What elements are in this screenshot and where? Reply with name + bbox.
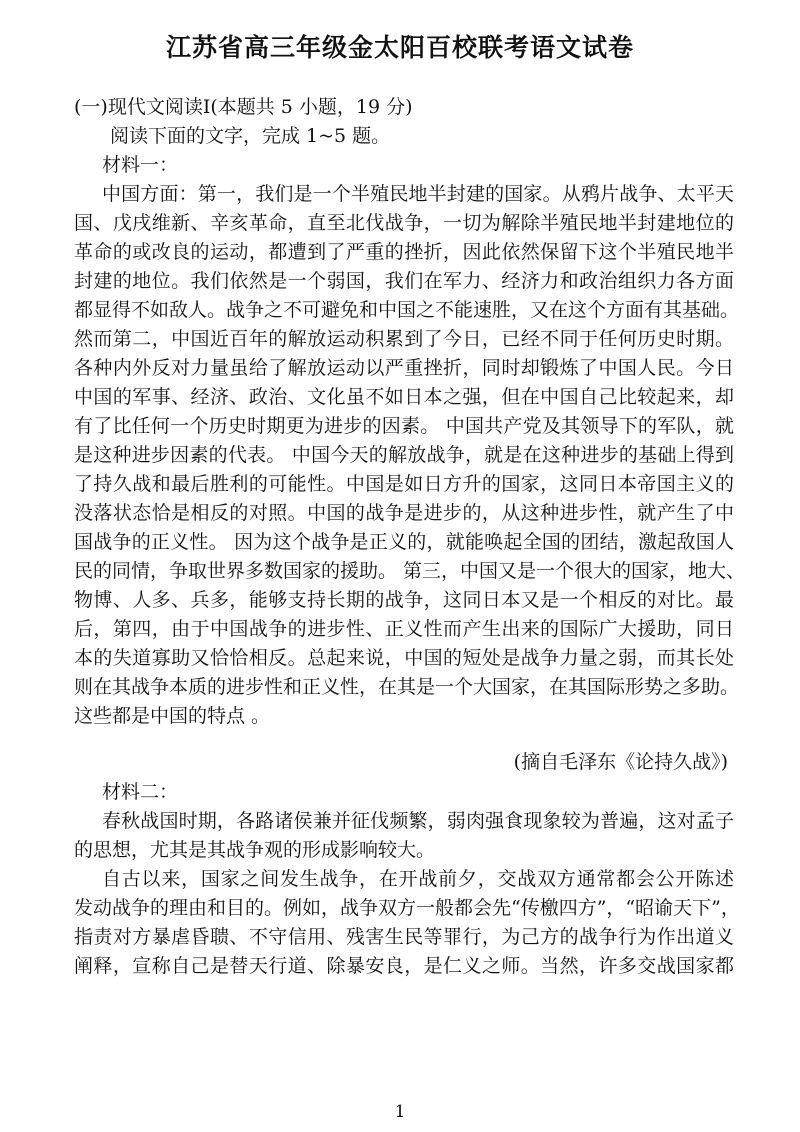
reading-instruction: 阅读下面的文字，完成 1~5 题。 [110,125,391,147]
material-2-label: 材料二： [102,781,179,803]
paragraph-line: 中国方面：第一，我们是一个半殖民地半封建的国家。从鸦片战争、太平天 [102,183,734,205]
paragraph-line: 发动战争的理由和目的。例如，战争双方一般都会先“传檄四方”，“昭谕天下”， [74,897,740,919]
paragraph-line: 都显得不如敌人。战争之不可避免和中国之不能速胜，又在这个方面有其基础。 [74,299,740,321]
paragraph-line: 阐释，宣称自己是替天行道、除暴安良，是仁义之师。当然，许多交战国家都 [74,955,734,977]
paragraph-line: 这些都是中国的特点 。 [74,705,271,727]
paragraph-line: 指责对方暴虐昏聩、不守信用、残害生民等罪行，为己方的战争行为作出道义 [74,926,734,948]
paragraph-line: 则在其战争本质的进步性和正义性，在其是一个大国家，在其国际形势之多助。 [74,676,740,698]
paragraph-line: 国、戊戌维新、辛亥革命，直至北伐战争，一切为解除半殖民地半封建地位的 [74,212,734,234]
paragraph-line: 物博、人多、兵多，能够支持长期的战争，这同日本又是一个相反的对比。最 [74,589,734,611]
page-number: 1 [394,1102,406,1122]
paragraph-line: 没落状态恰是相反的对照。中国的战争是进步的，从这种进步性，就产生了中 [74,502,734,524]
exam-title: 江苏省高三年级金太阳百校联考语文试卷 [165,33,634,62]
paragraph-line: 中国的军事、经济、政治、文化虽不如日本之强，但在中国自己比较起来，却 [74,386,734,408]
paragraph-line: 后，第四，由于中国战争的进步性、正义性而产生出来的国际广大援助，同日 [74,618,734,640]
paragraph-line: 自古以来，国家之间发生战争，在开战前夕，交战双方通常都会公开陈述 [102,868,734,890]
paragraph-line: 然而第二，中国近百年的解放运动积累到了今日，已经不同于任何历史时期。 [74,328,734,350]
paragraph-line: 春秋战国时期，各路诸侯兼并征伐频繁，弱肉强食现象较为普遍，这对孟子 [102,810,734,832]
paragraph-line: 是这种进步因素的代表。 中国今天的解放战争，就是在这种进步的基础上得到 [74,444,734,466]
section-header: (一)现代文阅读I(本题共 5 小题，19 分) [74,96,413,118]
paragraph-line: 各种内外反对力量虽给了解放运动以严重挫折，同时却锻炼了中国人民。今日 [74,357,734,379]
paragraph-line: 了持久战和最后胜利的可能性。中国是如日方升的国家，这同日本帝国主义的 [74,473,734,495]
paragraph-line: 封建的地位。我们依然是一个弱国，我们在军力、经济力和政治组织力各方面 [74,270,734,292]
material-1-source: (摘自毛泽东《论持久战》) [513,751,728,773]
paragraph-line: 有了比任何一个历史时期更为进步的因素。 中国共产党及其领导下的军队，就 [74,415,734,437]
paragraph-line: 民的同情，争取世界多数国家的援助。 第三，中国又是一个很大的国家，地大、 [74,560,746,582]
paragraph-line: 本的失道寡助又恰恰相反。总起来说，中国的短处是战争力量之弱，而其长处 [74,647,734,669]
material-1-label: 材料一： [102,154,179,176]
paragraph-line: 国战争的正义性。 因为这个战争是正义的，就能唤起全国的团结，激起敌国人 [74,531,734,553]
paragraph-line: 革命的或改良的运动，都遭到了严重的挫折，因此依然保留下这个半殖民地半 [74,241,734,263]
paragraph-line: 的思想，尤其是其战争观的形成影响较大。 [74,839,436,861]
